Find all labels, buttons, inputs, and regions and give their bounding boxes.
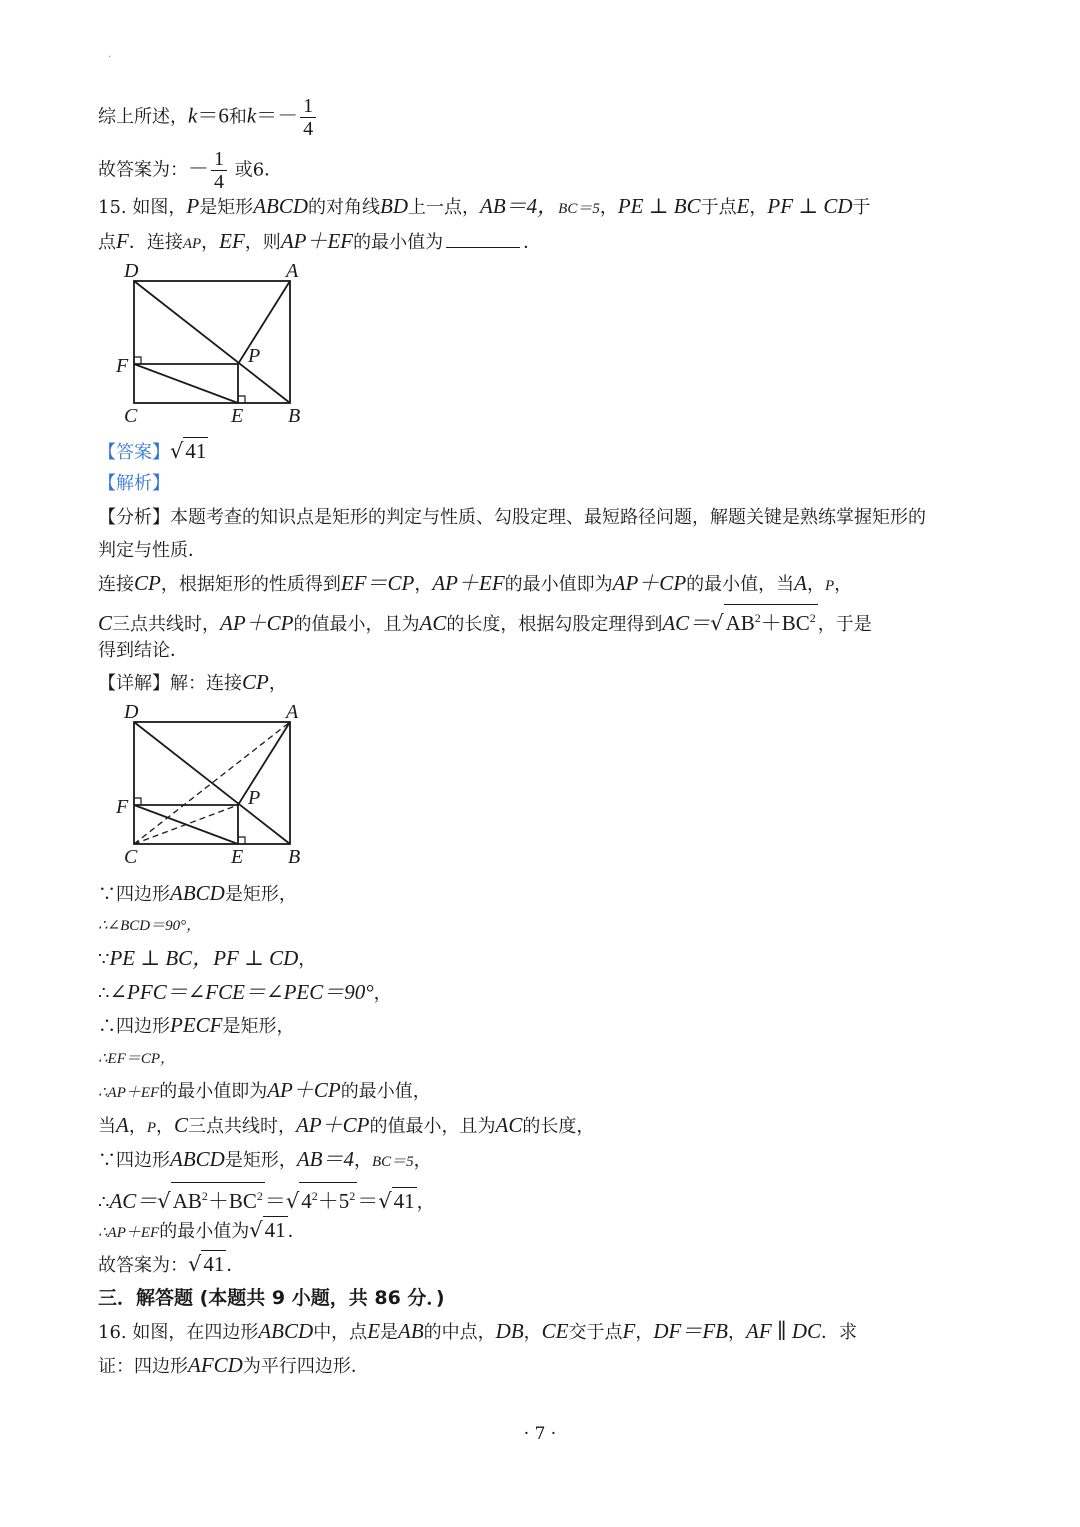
- section-3-heading: 三．解答题 (本题共 9 小题，共 86 分．): [98, 1287, 445, 1309]
- detail-step-2: ∴∠BCD＝90°，: [98, 918, 202, 934]
- detail-step-6: ∴EF＝CP，: [98, 1051, 176, 1067]
- conclusion-line: 综上所述，k＝6和k＝－ $\frac{1}{4}$: [98, 95, 318, 140]
- label-d: D: [124, 260, 139, 282]
- detail-step-10: $\therefore AC=√AB^2+BC^2=√4^2+5^2=√41$ ，: [98, 1182, 435, 1216]
- label-p: P: [248, 345, 261, 367]
- label-e: E: [231, 846, 244, 868]
- label-d: D: [124, 701, 139, 723]
- answer-tag: 【答案】: [98, 442, 170, 463]
- detail-step-5: ∴四边形PECF是矩形，: [98, 1013, 295, 1037]
- detail-step-1: ∵四边形ABCD是矩形，: [98, 881, 297, 905]
- analysis-line-5: 得到结论．: [98, 640, 188, 661]
- detail-step-9: ∵四边形ABCD是矩形，AB＝4，BC＝5，: [98, 1147, 432, 1171]
- analysis-line-4: C三点共线时，AP＋CP的值最小，且为AC的长度，根据勾股定理得到$AC=√AB^2+BC^2$ ，于是: [98, 604, 872, 638]
- analysis-line-1: 【分析】本题考查的知识点是矩形的判定与性质、勾股定理、最短路径问题，解题关键是熟练掌握矩形的: [98, 507, 926, 528]
- label-e: E: [231, 405, 244, 427]
- header-dot: .: [108, 49, 112, 60]
- label-c: C: [124, 405, 138, 427]
- analysis-tag: 【解析】: [98, 473, 170, 494]
- detail-step-3: ∵PE ⊥ BC，PF ⊥ CD，: [98, 946, 317, 970]
- segment-ef: [134, 364, 238, 403]
- question-16-line-2: 证：四边形AFCD为平行四边形．: [98, 1353, 369, 1377]
- label-a: A: [286, 701, 299, 723]
- label-f: F: [116, 796, 129, 818]
- label-p: P: [248, 787, 261, 809]
- analysis-line-2: 判定与性质．: [98, 540, 206, 561]
- fraction: $\frac{1}{4}$: [211, 148, 227, 193]
- page-number: · 7 ·: [523, 1424, 557, 1444]
- answer-blank: [446, 247, 520, 248]
- detail-step-8: 当A，P，C三点共线时，AP＋CP的值最小，且为AC的长度，: [98, 1113, 595, 1137]
- answer-line-14: 故答案为：－ $\frac{1}{4}$ 或6．: [98, 148, 283, 193]
- label-b: B: [288, 405, 301, 427]
- detail-head: 【详解】解：连接CP，: [98, 670, 287, 694]
- analysis-line-3: 连接CP，根据矩形的性质得到EF＝CP，AP＋EF的最小值即为AP＋CP的最小值，当A，P，: [98, 571, 853, 595]
- answer-tag-line: 【答案】√41: [98, 439, 207, 463]
- figure-rectangle-2: [100, 700, 320, 872]
- detail-step-12: 故答案为：√41 ．: [98, 1252, 245, 1276]
- figure-rectangle-1: [100, 258, 320, 430]
- label-a: A: [286, 260, 299, 282]
- detail-step-4: ∴∠PFC＝∠FCE＝∠PEC＝90°，: [98, 980, 392, 1004]
- diagonal-bd: [134, 281, 290, 403]
- label-f: F: [116, 355, 129, 377]
- detail-step-7: ∴AP＋EF的最小值即为AP＋CP的最小值，: [98, 1078, 431, 1102]
- question-16-line-1: 16. 如图，在四边形ABCD中，点E是AB的中点，DB，CE交于点F，DF＝FB，AF ∥ DC．求: [98, 1319, 858, 1343]
- segment-ap: [238, 281, 290, 364]
- label-c: C: [124, 846, 138, 868]
- question-15-line-1: 15. 如图，P是矩形ABCD的对角线BD上一点，AB＝4，BC＝5，PE ⊥ BC于点E，PF ⊥ CD于: [98, 194, 871, 218]
- detail-step-11: ∴AP＋EF的最小值为√41 ．: [98, 1218, 306, 1242]
- fraction: $\frac{1}{4}$: [300, 95, 316, 140]
- question-15-line-2: 点F．连接AP，EF，则AP＋EF的最小值为 ．: [98, 229, 542, 253]
- label-b: B: [288, 846, 301, 868]
